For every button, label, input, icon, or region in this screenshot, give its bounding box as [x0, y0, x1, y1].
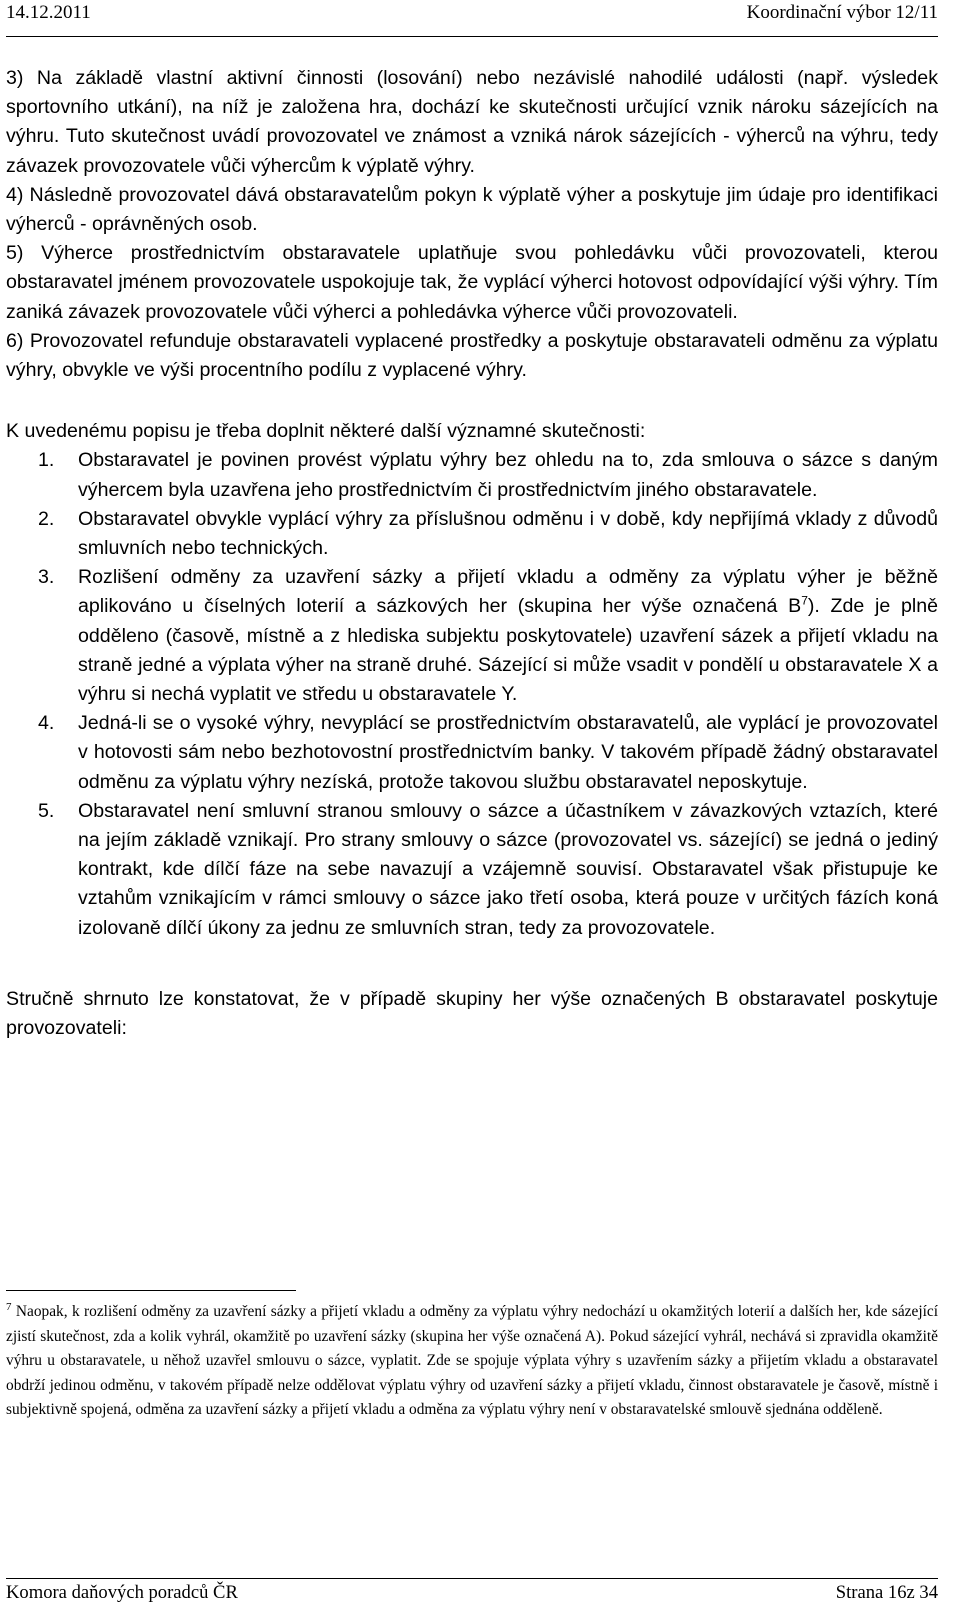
footnote-text: Naopak, k rozlišení odměny za uzavření sázky a přijetí vkladu a odměny za výplatu výhry nedochází u okamžitých loterií a dalších her, kde sázející zjistí skutečnost, zda a kolik vyhrál, okamžitě po uzavření sázky (skupina her výše označená A). Pokud sázející vyhrál, nechává si zpravidla okamžitě výhru u obstaravatele, u něhož uzavřel smlouvu o sázce, vyplatit. Zde se spojuje výplata výhry s uzavřením sázky a přijetím vkladu a obstaravatel obdrží jedinou odměnu, v takovém případě nelze oddělovat výplatu výhry od uzavření sázky a přijetí vkladu, činnost obstaravatele je časově, místně i subjektivně spojená, odměna za uzavření sázky a přijetí vkladu a odměna za výplatu výhry není v obstaravatelské smlouvě sjednána odděleně.: [6, 1303, 938, 1419]
list-number: 1.: [38, 449, 55, 472]
summary-paragraph: Stručně shrnuto lze konstatovat, že v případě skupiny her výše označených B obstaravatel poskytuje provozovateli:: [6, 987, 938, 1040]
header-divider: [6, 36, 938, 37]
paragraph-6: 6) Provozovatel refunduje obstaravateli vyplacené prostředky a poskytuje obstaravateli odměnu za výplatu výhry, obvykle ve výši procentního podílu z vyplacené výhry.: [6, 329, 938, 382]
facts-list: [6, 446, 938, 942]
list-number: 4.: [38, 712, 55, 735]
header-committee: Koordinační výbor 12/11: [746, 2, 938, 23]
list-number: 5.: [38, 799, 55, 822]
list-text: Jedná-li se o vysoké výhry, nevyplácí se prostřednictvím obstaravatelů, ale vyplácí je provozovatel v hotovosti sám nebo bezhotovostní prostřednictvím banky. V takovém případě žádný obstaravatel odměnu za výplatu výhry nezíská, protože takovou službu obstaravatel neposkytuje.: [78, 712, 938, 793]
list-text-cont: ). Zde je plně odděleno (časově, místně a z hlediska subjektu poskytovatele) uzavření sázek a přijetí vkladu na straně jedné a výplata výher na straně druhé. Sázející si může vsadit v pondělí u obstaravatele X a výhru si nechá vyplatit ve středu u obstaravatele Y.: [78, 595, 938, 706]
list-item: [6, 709, 938, 797]
page-footer: [6, 1582, 938, 1608]
footer-divider: [6, 1578, 938, 1579]
footnote-ref[interactable]: 7: [801, 593, 808, 608]
list-text: Rozlišení odměny za uzavření sázky a přijetí vkladu a odměny za výplatu výher je běžně aplikováno u číselných loterií a sázkových her (skupina her výše označená B: [78, 566, 938, 618]
list-intro: K uvedenému popisu je třeba doplnit některé další významné skutečnosti:: [6, 420, 646, 443]
paragraph-4: 4) Následně provozovatel dává obstaravatelům pokyn k výplatě výher a poskytuje jim údaje pro identifikaci výherců - oprávněných osob.: [6, 183, 938, 236]
list-text: Obstaravatel není smluvní stranou smlouvy o sázce a účastníkem v závazkových vztazích, které na jejím základě vznikají. Pro strany smlouvy o sázce (provozovatel vs. sázející) se jedná o jediný kontrakt, kde dílčí fáze na sebe navazují a vzájemně souvisí. Obstaravatel však přistupuje ke vztahům vznikajícím v rámci smlouvy o sázce jako třetí osoba, která pouze v určitých fázích koná izolovaně dílčí úkony za jednu ze smluvních stran, tedy za provozovatele.: [78, 799, 938, 939]
list-item: [6, 563, 938, 709]
list-number: 3.: [38, 566, 55, 589]
footer-org: Komora daňových poradců ČR: [6, 1582, 238, 1603]
footnote: [6, 1300, 938, 1423]
list-item: [6, 505, 938, 563]
paragraph-3: 3) Na základě vlastní aktivní činnosti (losování) nebo nezávislé nahodilé události (např. výsledek sportovního utkání), na níž je založena hra, dochází ke skutečnosti určující vznik nároku sázejících na výhru. Tuto skutečnost uvádí provozovatel ve známost a vzniká nárok sázejících - výherců na výhru, tedy závazek provozovatele vůči výhercům k výplatě výhry.: [6, 67, 938, 177]
list-number: 2.: [38, 507, 55, 530]
document-body: [6, 64, 938, 1043]
footnote-mark: 7: [6, 1300, 12, 1313]
page-header: [6, 2, 938, 26]
list-text: Obstaravatel je povinen provést výplatu výhry bez ohledu na to, zda smlouva o sázce s daným výhercem byla uzavřena jeho prostřednictvím či prostřednictvím jiného obstaravatele.: [78, 449, 938, 501]
list-item: [6, 446, 938, 504]
list-text: Obstaravatel obvykle vyplácí výhry za příslušnou odměnu i v době, kdy nepřijímá vklady z důvodů smluvních nebo technických.: [78, 507, 938, 560]
footer-page-number: Strana 16z 34: [835, 1582, 938, 1603]
header-date: 14.12.2011: [6, 2, 91, 23]
list-item: [6, 797, 938, 943]
footnote-separator: [6, 1290, 296, 1291]
paragraph-5: 5) Výherce prostřednictvím obstaravatele uplatňuje svou pohledávku vůči provozovateli, kterou obstaravatel jménem provozovatele uspokojuje tak, že vyplácí výherci hotovost odpovídající výši výhry. Tím zaniká závazek provozovatele vůči výherci a pohledávka výherce vůči provozovateli.: [6, 242, 938, 323]
